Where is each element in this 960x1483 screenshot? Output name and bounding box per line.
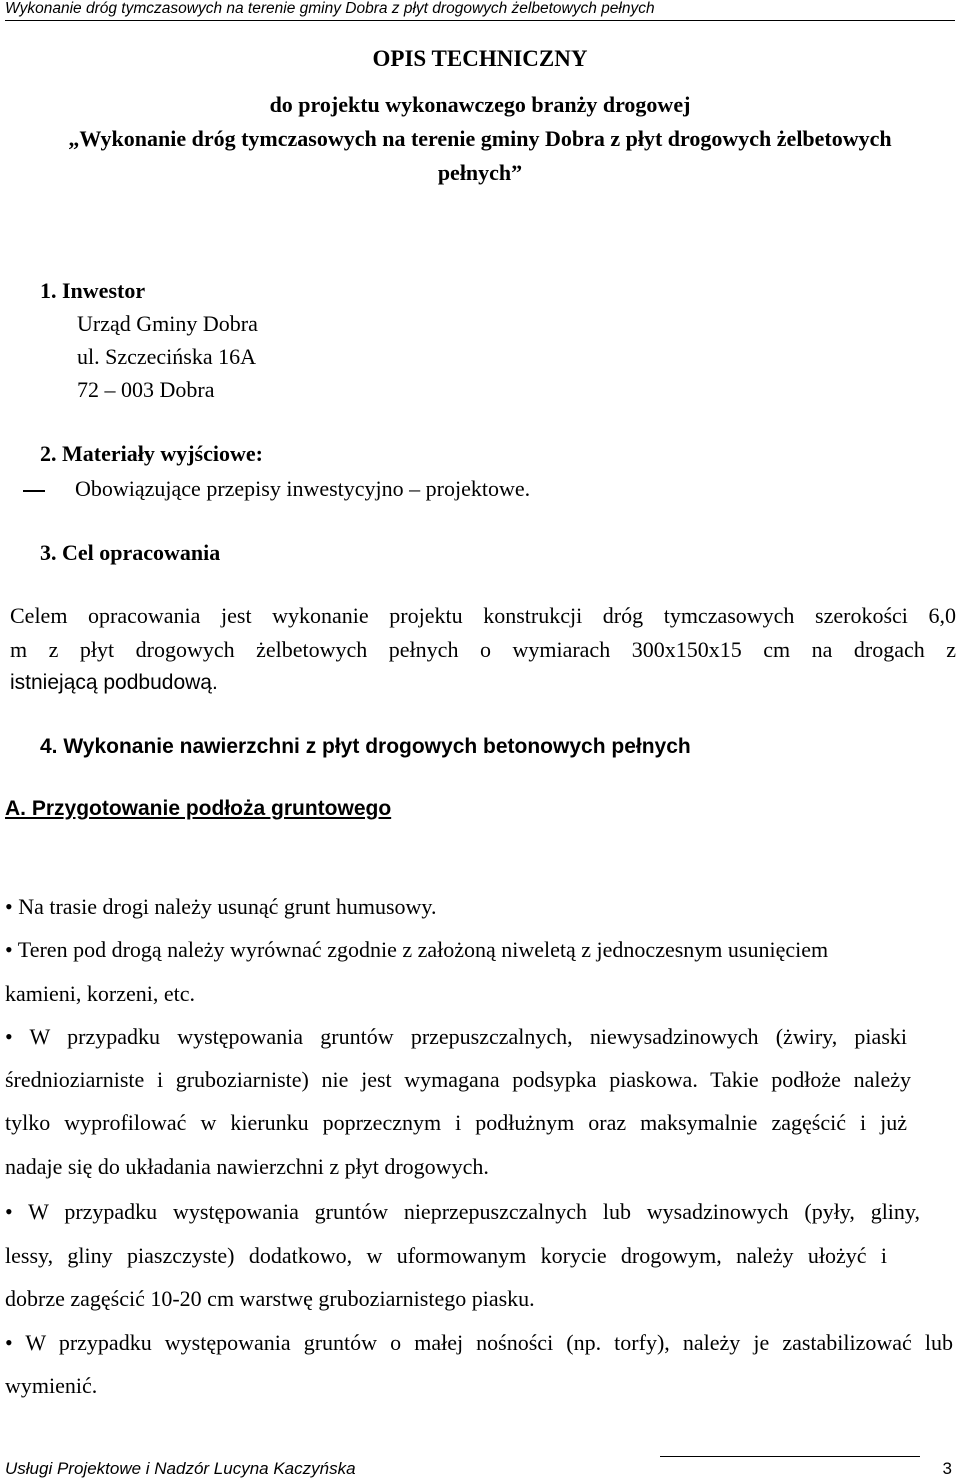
bullet-4-line-3: dobrze zagęścić 10-20 cm warstwę gruboziarnistego piasku. [5, 1286, 535, 1311]
purpose-line-1: Celem opracowania jest wykonanie projektu konstrukcji dróg tymczasowych szerokości 6,0 [10, 603, 956, 628]
document-title: OPIS TECHNICZNY [372, 46, 588, 71]
bullet-4-line-2: lessy, gliny piaszczyste) dodatkowo, w uformowanym korycie drogowym, należy ułożyć i [5, 1243, 887, 1268]
bullet-5-line-2: wymienić. [5, 1373, 98, 1398]
running-header: Wykonanie dróg tymczasowych na terenie gminy Dobra z płyt drogowych żelbetowych pełnych [5, 0, 955, 21]
footer-text: Usługi Projektowe i Nadzór Lucyna Kaczyńska [5, 1459, 356, 1478]
purpose-line-3: istniejącą podbudową. [10, 671, 218, 694]
bullet-1-line-1: • Na trasie drogi należy usunąć grunt humusowy. [5, 894, 437, 919]
purpose-line-2: m z płyt drogowych żelbetowych pełnych o wymiarach 300x150x15 cm na drogach z [10, 637, 956, 662]
bullet-2-line-2: kamieni, korzeni, etc. [5, 981, 195, 1006]
page-number: 3 [942, 1459, 952, 1478]
section-3-heading: 3. Cel opracowania [40, 540, 221, 565]
section-4-heading: 4. Wykonanie nawierzchni z płyt drogowych betonowych pełnych [40, 735, 691, 758]
materials-item [23, 476, 530, 502]
bullet-3-line-2: średnioziarniste i gruboziarniste) nie jest wymagana podsypka piaskowa. Takie podłoże należy [5, 1067, 911, 1092]
bullet-3-line-3: tylko wyprofilować w kierunku poprzecznym i podłużnym oraz maksymalnie zagęścić i już [5, 1110, 907, 1135]
investor-city: 72 – 003 Dobra [77, 377, 215, 402]
section-a-heading: A. Przygotowanie podłoża gruntowego [5, 797, 392, 820]
footer-rule [660, 1456, 920, 1457]
investor-street: ul. Szczecińska 16A [77, 344, 256, 369]
subtitle-line-1: do projektu wykonawczego branży drogowej [269, 92, 691, 117]
section-2-heading: 2. Materiały wyjściowe: [40, 441, 263, 466]
subtitle-line-3: pełnych” [437, 160, 523, 185]
bullet-4-line-1: • W przypadku występowania gruntów nieprzepuszczalnych lub wysadzinowych (pyły, gliny, [5, 1199, 920, 1224]
bullet-5-line-1: • W przypadku występowania gruntów o małej nośności (np. torfy), należy je zastabilizować lub [5, 1330, 953, 1355]
subtitle-line-2: „Wykonanie dróg tymczasowych na terenie gminy Dobra z płyt drogowych żelbetowych [68, 126, 892, 151]
dash-bullet [23, 490, 45, 492]
investor-name: Urząd Gminy Dobra [77, 311, 258, 336]
bullet-3-line-4: nadaje się do układania nawierzchni z płyt drogowych. [5, 1154, 489, 1179]
materials-item-text: Obowiązujące przepisy inwestycyjno – projektowe. [75, 476, 531, 501]
section-1-heading: 1. Inwestor [40, 278, 146, 303]
bullet-2-line-1: • Teren pod drogą należy wyrównać zgodnie z założoną niweletą z jednoczesnym usunięciem [5, 937, 829, 962]
bullet-3-line-1: • W przypadku występowania gruntów przepuszczalnych, niewysadzinowych (żwiry, piaski [5, 1024, 907, 1049]
